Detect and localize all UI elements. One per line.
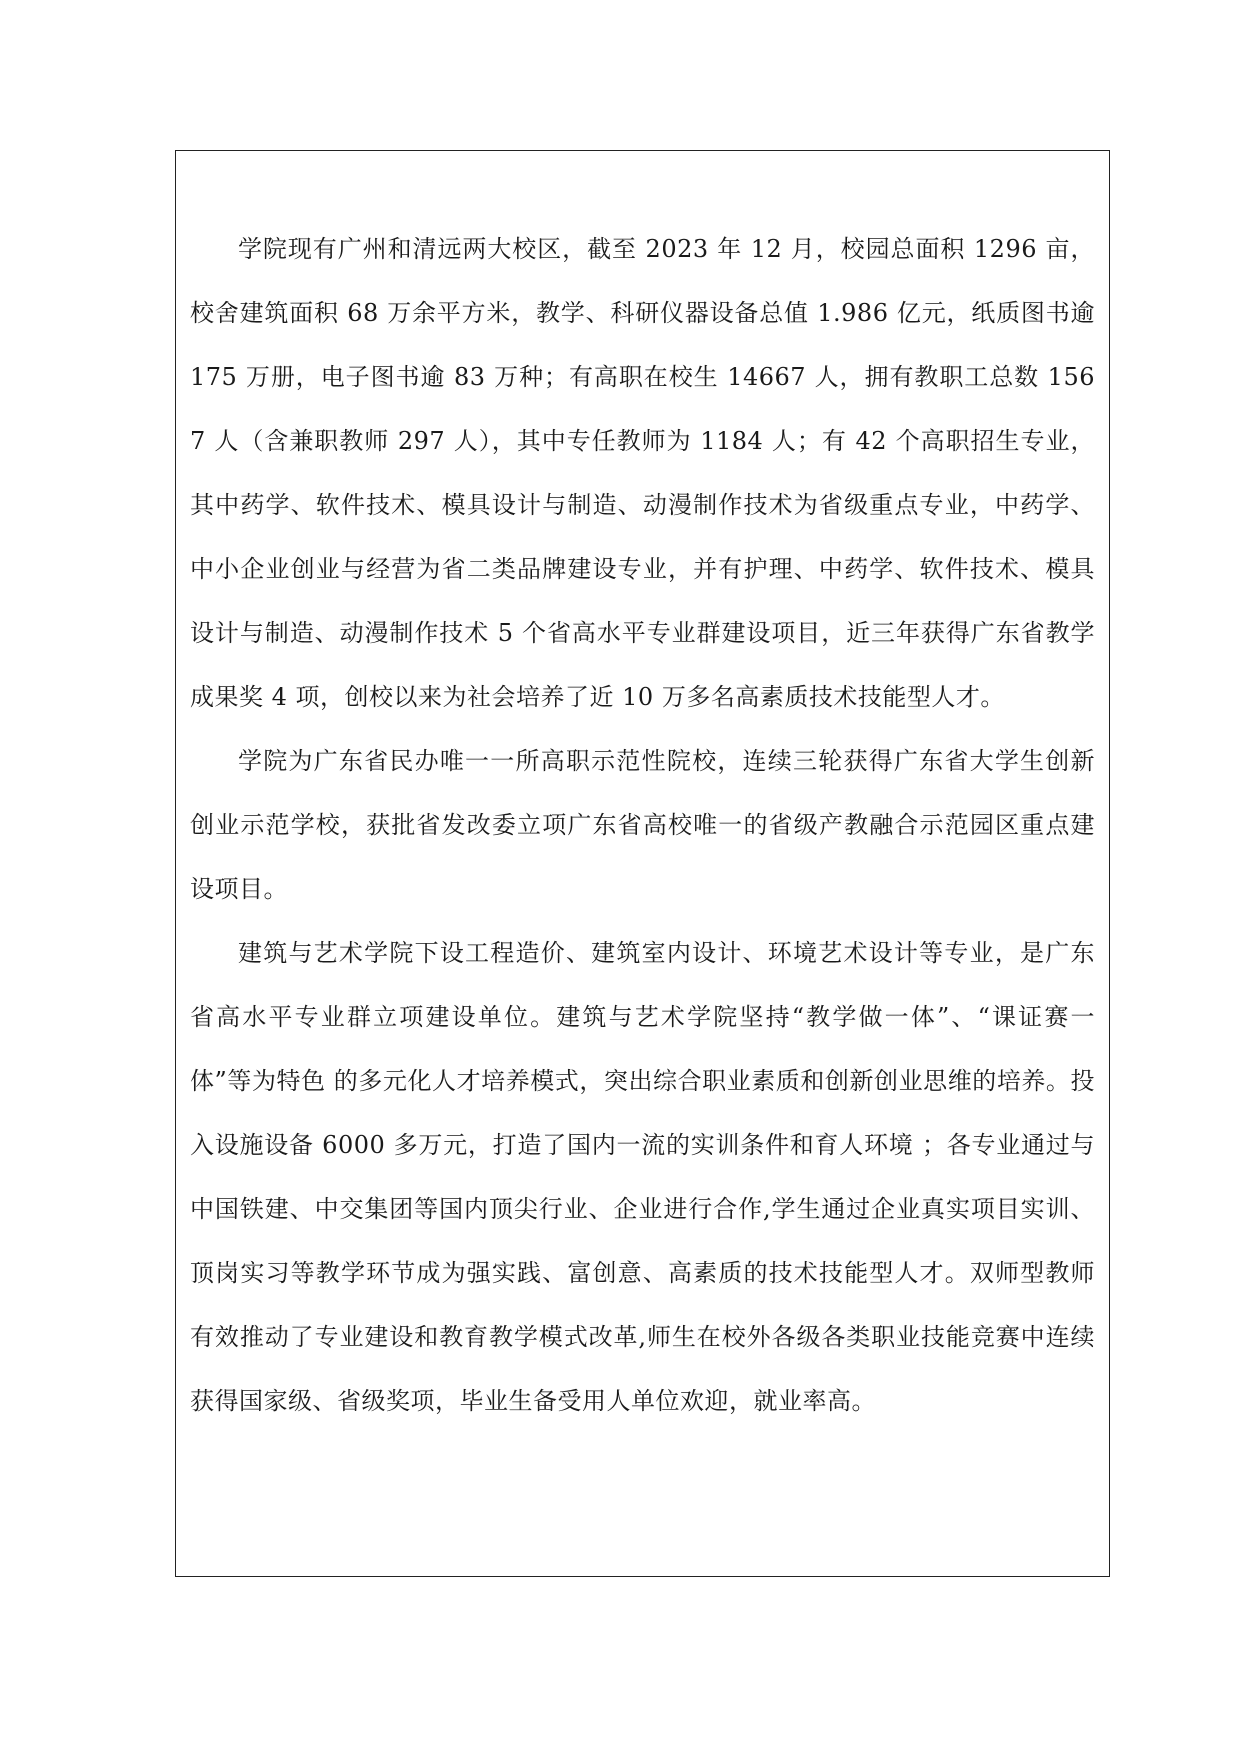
document-frame [175, 150, 1110, 1577]
paragraph-architecture-school: 建筑与艺术学院下设工程造价、建筑室内设计、环境艺术设计等专业，是广东省高水平专业群立项建设单位。建筑与艺术学院坚持“教学做一体”、“课证赛一体”等为特色 的多元化人才培养模式，突出综合职业素质和创新创业思维的培养。投入设施设备 6000 多万元，打造了国内一流的实训条件和育人环境 ；各专业通过与中国铁建、中交集团等国内顶尖行业、企业进行合作,学生通过企业真实项目实训、顶岗实习等教学环节成为强实践、富创意、高素质的技术技能型人才。双师型教师有效推动了专业建设和教育教学模式改革,师生在校外各级各类职业技能竞赛中连续获得国家级、省级奖项，毕业生备受用人单位欢迎，就业率高。 [190, 939, 1095, 1415]
paragraph-campus-overview: 学院现有广州和清远两大校区，截至 2023 年 12 月，校园总面积 1296 亩，校舍建筑面积 68 万余平方米，教学、科研仪器设备总值 1.986 亿元，纸质图书逾 175 万册，电子图书逾 83 万种；有高职在校生 14667 人，拥有教职工总数 1567 人（含兼职教师 297 人），其中专任教师为 1184 人；有 42 个高职招生专业，其中药学、软件技术、模具设计与制造、动漫制作技术为省级重点专业，中药学、中小企业创业与经营为省二类品牌建设专业，并有护理、中药学、软件技术、模具设计与制造、动漫制作技术 5 个省高水平专业群建设项目，近三年获得广东省教学成果奖 4 项，创校以来为社会培养了近 10 万多名高素质技术技能型人才。 [190, 235, 1095, 711]
paragraph-honors: 学院为广东省民办唯一一所高职示范性院校，连续三轮获得广东省大学生创新创业示范学校，获批省发改委立项广东省高校唯一的省级产教融合示范园区重点建设项目。 [190, 747, 1095, 903]
document-body [190, 217, 1095, 1433]
